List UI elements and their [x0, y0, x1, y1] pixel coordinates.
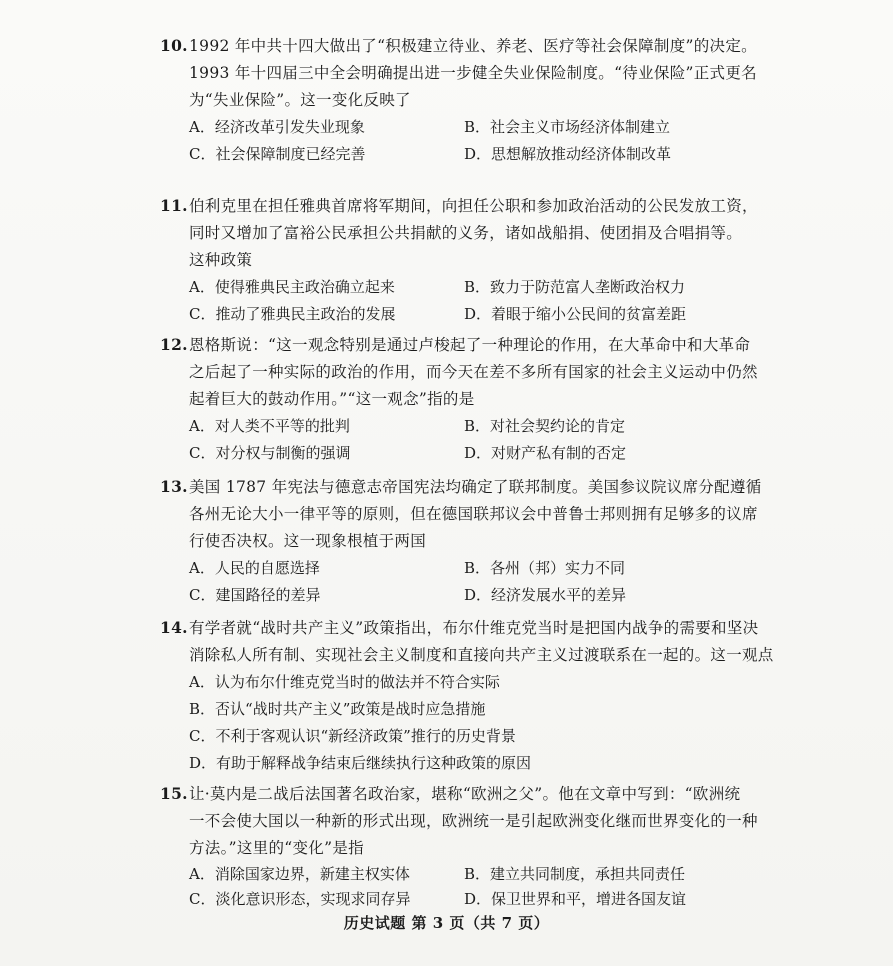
question-stem-line: 一不会使大国以一种新的形式出现，欧洲统一是引起欧洲变化继而世界变化的一种 — [189, 812, 758, 830]
question-number: 12. — [160, 335, 188, 354]
options — [160, 669, 760, 777]
question-stem-line: 14.有学者就“战时共产主义”政策指出，布尔什维克党当时是把国内战争的需要和坚决 — [160, 614, 760, 642]
option-a: A．对人类不平等的批判 — [189, 417, 350, 435]
option-a: A．人民的自愿选择 — [189, 559, 320, 577]
option-b: B．否认“战时共产主义”政策是战时应急措施 — [189, 700, 486, 718]
question-stem-line: 起着巨大的鼓动作用。”“这一观念”指的是 — [189, 390, 475, 408]
question-stem-line: 为“失业保险”。这一变化反映了 — [189, 91, 411, 109]
option-c: C．社会保障制度已经完善 — [189, 145, 366, 163]
option-d: D．思想解放推动经济体制改革 — [464, 145, 672, 163]
option-b: B．社会主义市场经济体制建立 — [464, 118, 671, 136]
question-stem-line: 行使否决权。这一现象根植于两国 — [189, 532, 427, 550]
option-d: D．着眼于缩小公民间的贫富差距 — [464, 305, 687, 323]
option-c: C．对分权与制衡的强调 — [189, 444, 351, 462]
question-stem-line: 12.恩格斯说：“这一观念特别是通过卢梭起了一种理论的作用，在大革命中和大革命 — [160, 331, 760, 359]
question-number: 14. — [160, 618, 188, 637]
question-number: 11. — [160, 196, 188, 215]
options — [160, 862, 760, 912]
question-stem-line: 1993 年十四届三中全会明确提出进一步健全失业保险制度。“待业保险”正式更名 — [189, 64, 757, 82]
option-a: A．经济改革引发失业现象 — [189, 118, 365, 136]
option-b: B．建立共同制度，承担共同责任 — [464, 865, 686, 883]
options — [160, 274, 760, 328]
options — [160, 413, 760, 467]
page-footer: 历史试题 第 3 页（共 7 页） — [343, 914, 550, 932]
option-d: D．对财产私有制的否定 — [464, 444, 627, 462]
option-c: C．推动了雅典民主政治的发展 — [189, 305, 396, 323]
options — [160, 555, 760, 609]
question-15 — [160, 780, 760, 912]
question-stem-line: 13.美国 1787 年宪法与德意志帝国宪法均确定了联邦制度。美国参议院议席分配遵循 — [160, 473, 760, 501]
option-b: B．对社会契约论的肯定 — [464, 417, 626, 435]
question-stem-line: 方法。”这里的“变化”是指 — [189, 839, 364, 857]
question-stem-line: 这种政策 — [189, 251, 253, 269]
question-stem-line: 各州无论大小一律平等的原则，但在德国联邦议会中普鲁士邦则拥有足够多的议席 — [189, 505, 758, 523]
question-14 — [160, 614, 774, 777]
question-stem-line: 同时又增加了富裕公民承担公共捐献的义务，诸如战船捐、使团捐及合唱捐等。 — [189, 224, 743, 242]
question-13 — [160, 473, 760, 609]
question-12 — [160, 331, 760, 467]
question-number: 13. — [160, 477, 188, 496]
options — [160, 114, 760, 168]
question-stem-line: 15.让·莫内是二战后法国著名政治家，堪称“欧洲之父”。他在文章中写到：“欧洲统 — [160, 780, 760, 808]
option-a: A．消除国家边界，新建主权实体 — [189, 865, 410, 883]
option-d: D．有助于解释战争结束后继续执行这种政策的原因 — [189, 754, 532, 772]
question-stem-line: 11.伯利克里在担任雅典首席将军期间，向担任公职和参加政治活动的公民发放工资， — [160, 192, 760, 220]
question-11 — [160, 192, 760, 328]
option-c: C．建国路径的差异 — [189, 586, 321, 604]
question-number: 15. — [160, 784, 188, 803]
option-c: C．不利于客观认识“新经济政策”推行的历史背景 — [189, 727, 516, 745]
option-a: A．认为布尔什维克党当时的做法并不符合实际 — [189, 673, 500, 691]
question-10 — [160, 32, 760, 168]
question-stem-line: 之后起了一种实际的政治的作用，而今天在差不多所有国家的社会主义运动中仍然 — [189, 363, 758, 381]
option-b: B．致力于防范富人垄断政治权力 — [464, 278, 686, 296]
option-d: D．保卫世界和平，增进各国友谊 — [464, 890, 687, 908]
question-stem-line: 消除私人所有制、实现社会主义制度和直接向共产主义过渡联系在一起的。这一观点 — [189, 646, 774, 664]
question-number: 10. — [160, 36, 188, 55]
question-stem-line: 10.1992 年中共十四大做出了“积极建立待业、养老、医疗等社会保障制度”的决定。 — [160, 32, 760, 60]
option-c: C．淡化意识形态，实现求同存异 — [189, 890, 411, 908]
option-d: D．经济发展水平的差异 — [464, 586, 627, 604]
option-b: B．各州（邦）实力不同 — [464, 559, 626, 577]
option-a: A．使得雅典民主政治确立起来 — [189, 278, 395, 296]
